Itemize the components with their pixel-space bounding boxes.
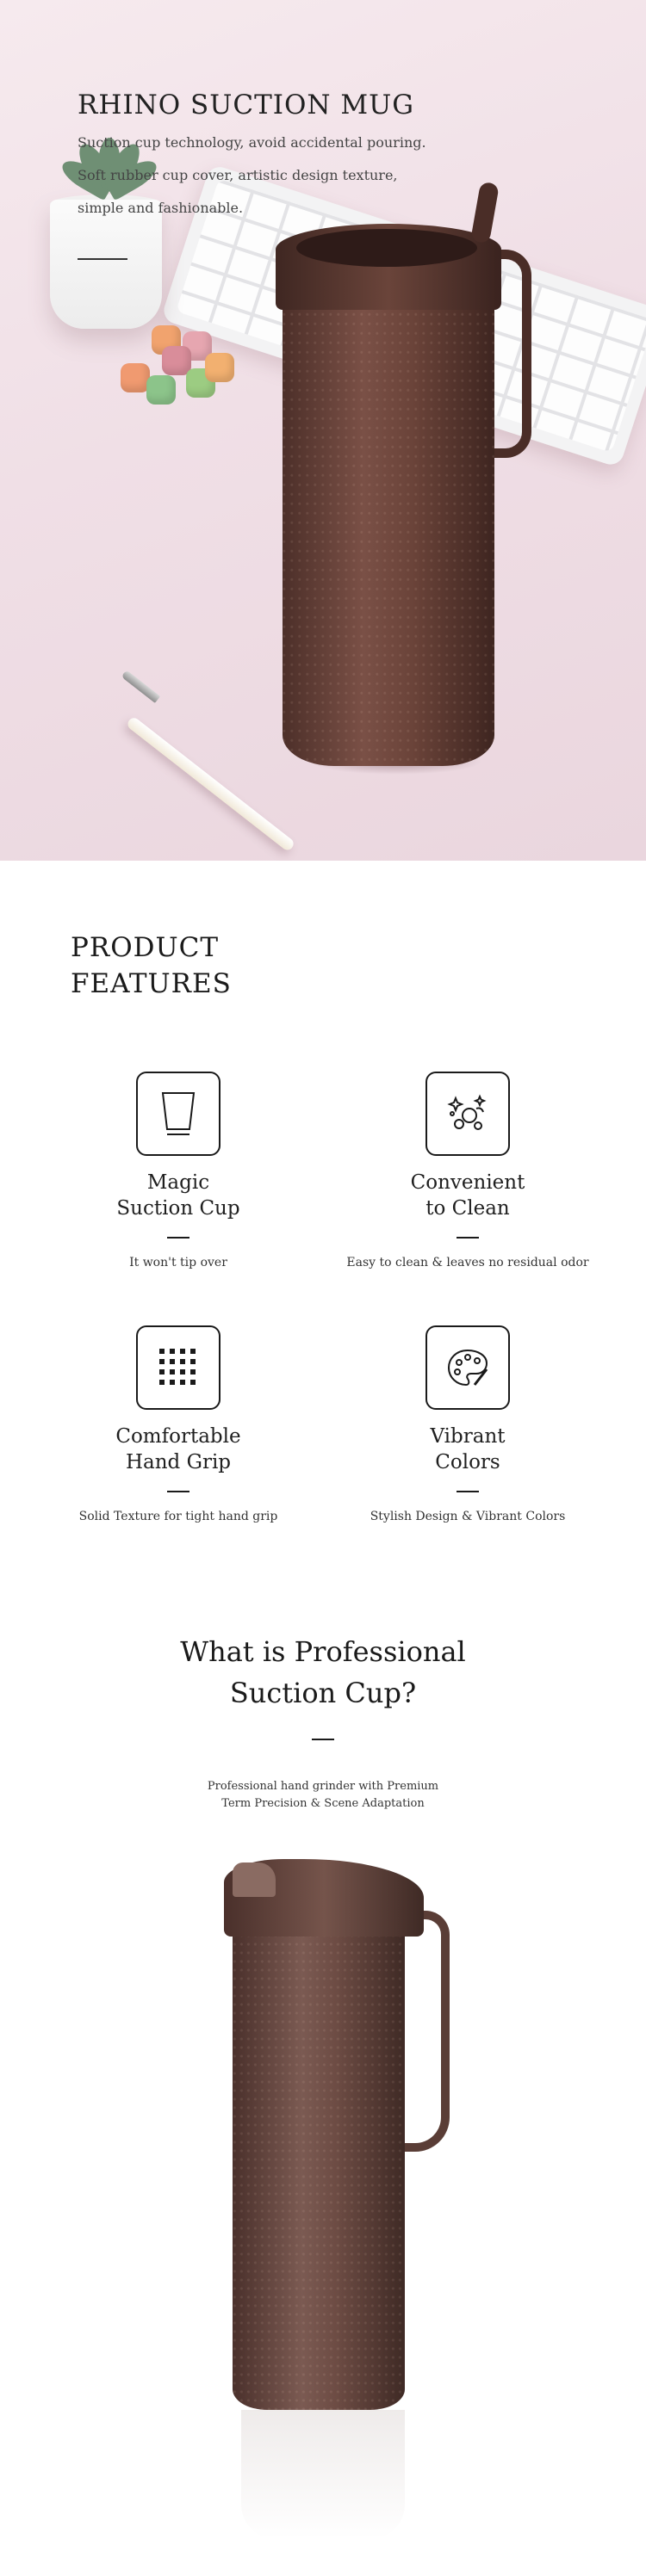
feature-name: Vibrant Colors [430, 1425, 506, 1473]
what-is-description: Professional hand grinder with Premium Term Precision & Scene Adaptation [207, 1780, 439, 1810]
feature-divider [457, 1491, 479, 1492]
palette-icon [425, 1325, 510, 1410]
feature-desc: It won't tip over [129, 1256, 227, 1269]
feature-name: Comfortable Hand Grip [115, 1425, 241, 1473]
what-is-title: What is Professional Suction Cup? [180, 1635, 466, 1709]
pen-tip [121, 670, 161, 703]
features-title: PRODUCT FEATURES [71, 932, 232, 999]
hero-title: RHINO SUCTION MUG [78, 90, 415, 120]
sparkle-clean-icon [425, 1072, 510, 1156]
feature-clean [326, 1072, 610, 1269]
grip-dots-icon [136, 1325, 221, 1410]
hero-text-line: simple and fashionable. [78, 200, 244, 216]
candy-image [162, 346, 191, 375]
feature-divider [457, 1237, 479, 1239]
what-is-divider [312, 1739, 334, 1740]
pen-image [126, 715, 296, 852]
cup-icon [136, 1072, 221, 1156]
feature-desc: Stylish Design & Vibrant Colors [370, 1510, 566, 1523]
feature-name: Convenient to Clean [410, 1171, 525, 1220]
feature-desc: Easy to clean & leaves no residual odor [346, 1256, 589, 1269]
product-mug-image [224, 1859, 457, 2410]
candy-image [146, 375, 176, 405]
feature-grip [36, 1325, 320, 1523]
candy-image [205, 353, 234, 382]
hero-mug-image [276, 189, 500, 766]
plant-pot [50, 200, 162, 329]
feature-colors [326, 1325, 610, 1523]
feature-desc: Solid Texture for tight hand grip [78, 1510, 278, 1523]
feature-suction-cup [36, 1072, 320, 1269]
feature-divider [167, 1237, 189, 1239]
candy-image [121, 363, 150, 392]
hero-text-line: Soft rubber cup cover, artistic design texture, [78, 167, 398, 183]
hero-divider [78, 258, 127, 260]
hero-banner [0, 0, 646, 861]
feature-divider [167, 1491, 189, 1492]
succulent-plant-image [45, 120, 174, 207]
hero-text-line: Suction cup technology, avoid accidental pouring. [78, 134, 426, 151]
feature-name: Magic Suction Cup [116, 1171, 240, 1220]
